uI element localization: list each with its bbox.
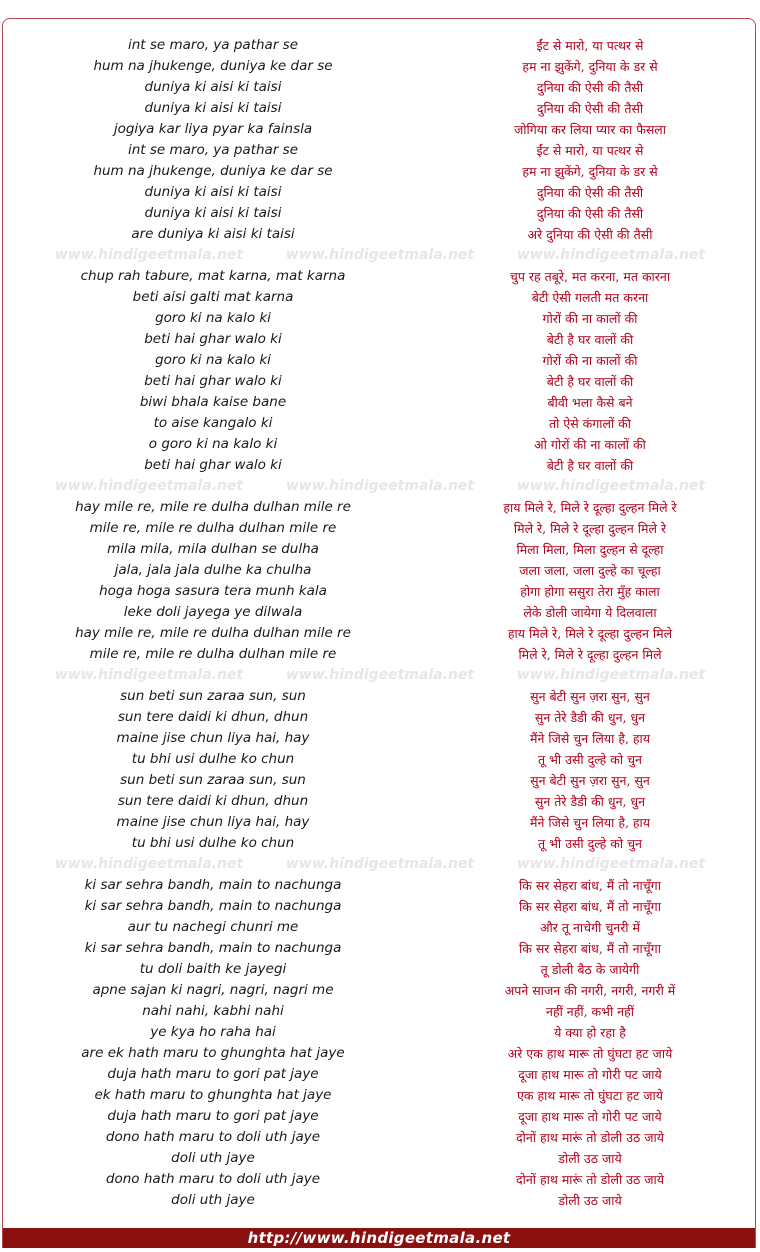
lyric-english: duja hath maru to gori pat jaye <box>107 1066 319 1082</box>
watermark-text: www.hindigeetmala.net <box>516 247 706 263</box>
lyric-english: doli uth jaye <box>171 1192 255 1208</box>
watermark-row <box>3 245 756 266</box>
lyric-hindi: मिला मिला, मिला दुल्हन से दूल्हा <box>516 542 664 557</box>
lyric-english: doli uth jaye <box>171 1150 255 1166</box>
lyric-hindi: बेटी है घर वालों की <box>546 374 634 389</box>
lyric-line <box>3 413 756 434</box>
lyric-hindi: तो ऐसे कंगालों की <box>548 416 632 431</box>
watermark-text: www.hindigeetmala.net <box>285 247 475 263</box>
lyric-line <box>3 1106 756 1127</box>
lyric-line <box>3 371 756 392</box>
lyric-hindi: डोली उठ जाये <box>558 1193 622 1208</box>
lyric-hindi: गोरों की ना कालों की <box>542 353 638 368</box>
lyric-line <box>3 308 756 329</box>
lyric-english: ki sar sehra bandh, main to nachunga <box>84 877 342 893</box>
watermark-text: www.hindigeetmala.net <box>516 856 706 872</box>
lyric-english: mile re, mile re dulha dulhan mile re <box>89 520 337 536</box>
lyric-english: hum na jhukenge, duniya ke dar se <box>93 58 333 74</box>
lyric-english: to aise kangalo ki <box>153 415 273 431</box>
watermark-text: www.hindigeetmala.net <box>516 667 706 683</box>
lyric-hindi: लेके डोली जायेगा ये दिलवाला <box>523 605 657 620</box>
lyric-english: sun tere daidi ki dhun, dhun <box>117 709 309 725</box>
lyric-hindi: मिले रे, मिले रे दूल्हा दुल्हन मिले रे <box>513 521 667 536</box>
watermark-text: www.hindigeetmala.net <box>54 478 244 494</box>
lyric-hindi: सुन तेरे डैडी की धुन, धुन <box>534 794 646 809</box>
lyric-hindi: दोनों हाथ मारूं तो डोली उठ जाये <box>515 1130 665 1145</box>
lyric-hindi: कि सर सेहरा बांध, मैं तो नाचूँगा <box>519 899 661 914</box>
lyric-line <box>3 182 756 203</box>
stanza <box>3 686 756 854</box>
lyric-hindi: दुनिया की ऐसी की तैसी <box>536 101 644 116</box>
lyric-english: aur tu nachegi chunri me <box>127 919 299 935</box>
lyric-english: are duniya ki aisi ki taisi <box>131 226 295 242</box>
lyric-line <box>3 77 756 98</box>
lyric-english: beti hai ghar walo ki <box>144 331 282 347</box>
lyric-english: maine jise chun liya hai, hay <box>116 730 310 746</box>
lyric-line <box>3 203 756 224</box>
lyric-english: jogiya kar liya pyar ka fainsla <box>113 121 313 137</box>
watermark-text: www.hindigeetmala.net <box>285 856 475 872</box>
lyric-hindi: बेटी है घर वालों की <box>546 332 634 347</box>
lyric-hindi: डोली उठ जाये <box>558 1151 622 1166</box>
lyric-hindi: अपने साजन की नगरी, नगरी, नगरी में <box>504 983 676 998</box>
lyric-line <box>3 497 756 518</box>
lyric-english: sun tere daidi ki dhun, dhun <box>117 793 309 809</box>
lyric-line <box>3 1043 756 1064</box>
lyric-hindi: तू डोली बैठ के जायेगी <box>540 962 640 977</box>
lyric-line <box>3 1022 756 1043</box>
lyric-hindi: दुनिया की ऐसी की तैसी <box>536 185 644 200</box>
stanza <box>3 35 756 245</box>
watermark-text: www.hindigeetmala.net <box>516 478 706 494</box>
lyric-english: int se maro, ya pathar se <box>127 37 299 53</box>
watermark-text: www.hindigeetmala.net <box>285 667 475 683</box>
lyric-english: beti aisi galti mat karna <box>132 289 294 305</box>
lyric-english: chup rah tabure, mat karna, mat karna <box>80 268 346 284</box>
lyric-english: leke doli jayega ye dilwala <box>123 604 303 620</box>
watermark-row <box>3 665 756 686</box>
lyric-hindi: बेटी ऐसी गलती मत करना <box>531 290 649 305</box>
lyric-hindi: सुन तेरे डैडी की धुन, धुन <box>534 710 646 725</box>
lyric-english: o goro ki na kalo ki <box>148 436 278 452</box>
lyric-english: beti hai ghar walo ki <box>144 373 282 389</box>
lyric-line <box>3 875 756 896</box>
lyric-hindi: सुन बेटी सुन ज़रा सुन, सुन <box>530 773 650 788</box>
lyric-line <box>3 98 756 119</box>
lyric-line <box>3 539 756 560</box>
lyric-english: hay mile re, mile re dulha dulhan mile re <box>75 625 351 641</box>
lyric-line <box>3 35 756 56</box>
lyric-hindi: और तू नाचेगी चुनरी में <box>539 920 640 935</box>
lyric-hindi: दुनिया की ऐसी की तैसी <box>536 206 644 221</box>
lyric-english: hoga hoga sasura tera munh kala <box>99 583 327 599</box>
lyric-hindi: दोनों हाथ मारूं तो डोली उठ जाये <box>515 1172 665 1187</box>
lyric-line <box>3 686 756 707</box>
lyric-hindi: कि सर सेहरा बांध, मैं तो नाचूँगा <box>519 878 661 893</box>
watermark-text: www.hindigeetmala.net <box>285 478 475 494</box>
lyric-line <box>3 287 756 308</box>
lyric-english: ki sar sehra bandh, main to nachunga <box>84 898 342 914</box>
lyric-line <box>3 518 756 539</box>
lyric-hindi: हम ना झुकेंगे, दुनिया के डर से <box>522 164 658 179</box>
lyric-english: tu doli baith ke jayegi <box>139 961 287 977</box>
lyric-line <box>3 917 756 938</box>
lyric-line <box>3 833 756 854</box>
lyric-english: jala, jala jala dulhe ka chulha <box>114 562 312 578</box>
footer-url[interactable]: http://www.hindigeetmala.net <box>3 1228 755 1248</box>
lyric-line <box>3 980 756 1001</box>
lyric-english: tu bhi usi dulhe ko chun <box>131 751 295 767</box>
lyric-english: goro ki na kalo ki <box>155 310 271 326</box>
lyric-hindi: बेटी है घर वालों की <box>546 458 634 473</box>
lyric-english: sun beti sun zaraa sun, sun <box>120 772 306 788</box>
lyric-line <box>3 1127 756 1148</box>
lyric-hindi: जला जला, जला दुल्हे का चूल्हा <box>519 563 661 578</box>
lyric-hindi: एक हाथ मारू तो घुंघटा हट जाये <box>516 1088 664 1103</box>
lyric-line <box>3 161 756 182</box>
lyric-english: ek hath maru to ghunghta hat jaye <box>94 1087 332 1103</box>
lyric-hindi: दुनिया की ऐसी की तैसी <box>536 80 644 95</box>
lyric-hindi: ईंट से मारो, या पत्थर से <box>536 38 644 53</box>
lyric-line <box>3 1064 756 1085</box>
lyric-hindi: होगा होगा ससुरा तेरा मुँह काला <box>520 584 660 599</box>
lyric-line <box>3 707 756 728</box>
lyric-hindi: दूजा हाथ मारू तो गोरी पट जाये <box>518 1109 662 1124</box>
lyric-hindi: हाय मिले रे, मिले रे दूल्हा दुल्हन मिले रे <box>503 500 677 515</box>
lyric-line <box>3 728 756 749</box>
lyric-english: tu bhi usi dulhe ko chun <box>131 835 295 851</box>
lyric-english: dono hath maru to doli uth jaye <box>105 1129 321 1145</box>
lyric-english: dono hath maru to doli uth jaye <box>105 1171 321 1187</box>
lyrics-panel <box>2 18 756 1248</box>
watermark-text: www.hindigeetmala.net <box>54 247 244 263</box>
lyric-line <box>3 560 756 581</box>
lyrics-body <box>3 35 756 1211</box>
lyric-hindi: नहीं नहीं, कभी नहीं <box>546 1004 634 1019</box>
lyric-line <box>3 749 756 770</box>
lyric-line <box>3 959 756 980</box>
lyric-english: are ek hath maru to ghunghta hat jaye <box>81 1045 345 1061</box>
lyric-line <box>3 140 756 161</box>
stanza <box>3 497 756 665</box>
lyric-english: duniya ki aisi ki taisi <box>144 205 282 221</box>
lyric-line <box>3 392 756 413</box>
lyric-hindi: मैंने जिसे चुन लिया है, हाय <box>529 815 651 830</box>
lyric-hindi: दूजा हाथ मारू तो गोरी पट जाये <box>518 1067 662 1082</box>
lyric-line <box>3 1169 756 1190</box>
watermark-text: www.hindigeetmala.net <box>54 667 244 683</box>
lyric-line <box>3 938 756 959</box>
lyric-line <box>3 455 756 476</box>
lyric-english: sun beti sun zaraa sun, sun <box>120 688 306 704</box>
lyric-line <box>3 602 756 623</box>
lyric-hindi: तू भी उसी दुल्हे को चुन <box>538 752 642 767</box>
lyric-line <box>3 644 756 665</box>
lyric-line <box>3 266 756 287</box>
lyric-line <box>3 791 756 812</box>
lyric-english: duniya ki aisi ki taisi <box>144 79 282 95</box>
lyric-english: goro ki na kalo ki <box>155 352 271 368</box>
lyric-line <box>3 1001 756 1022</box>
lyric-hindi: हाय मिले रे, मिले रे दूल्हा दुल्हन मिले <box>507 626 673 641</box>
lyric-hindi: तू भी उसी दुल्हे को चुन <box>538 836 642 851</box>
lyric-english: int se maro, ya pathar se <box>127 142 299 158</box>
lyric-hindi: कि सर सेहरा बांध, मैं तो नाचूँगा <box>519 941 661 956</box>
lyric-english: ki sar sehra bandh, main to nachunga <box>84 940 342 956</box>
lyric-hindi: चुप रह तबूरे, मत करना, मत कारना <box>509 269 671 284</box>
lyric-line <box>3 1085 756 1106</box>
lyric-hindi: अरे दुनिया की ऐसी की तैसी <box>527 227 653 242</box>
lyric-english: ye kya ho raha hai <box>150 1024 276 1040</box>
watermark-text: www.hindigeetmala.net <box>54 856 244 872</box>
lyric-english: hum na jhukenge, duniya ke dar se <box>93 163 333 179</box>
lyric-line <box>3 329 756 350</box>
lyric-english: biwi bhala kaise bane <box>139 394 287 410</box>
lyric-line <box>3 119 756 140</box>
stanza <box>3 266 756 476</box>
lyric-hindi: ईंट से मारो, या पत्थर से <box>536 143 644 158</box>
lyric-english: duniya ki aisi ki taisi <box>144 100 282 116</box>
lyric-english: duja hath maru to gori pat jaye <box>107 1108 319 1124</box>
lyric-line <box>3 1148 756 1169</box>
lyric-line <box>3 224 756 245</box>
lyric-english: duniya ki aisi ki taisi <box>144 184 282 200</box>
lyric-hindi: बीवी भला कैसे बने <box>547 395 633 410</box>
lyric-hindi: गोरों की ना कालों की <box>542 311 638 326</box>
watermark-row <box>3 476 756 497</box>
lyric-english: beti hai ghar walo ki <box>144 457 282 473</box>
watermark-row <box>3 854 756 875</box>
stanza <box>3 875 756 1211</box>
lyric-line <box>3 350 756 371</box>
lyric-hindi: मिले रे, मिले रे दूल्हा दुल्हन मिले <box>518 647 662 662</box>
lyric-hindi: हम ना झुकेंगे, दुनिया के डर से <box>522 59 658 74</box>
lyric-line <box>3 56 756 77</box>
lyric-line <box>3 623 756 644</box>
lyric-english: mila mila, mila dulhan se dulha <box>107 541 319 557</box>
lyric-hindi: अरे एक हाथ मारू तो घुंघटा हट जाये <box>507 1046 673 1061</box>
lyric-hindi: ओ गोरों की ना कालों की <box>534 437 646 452</box>
lyric-line <box>3 770 756 791</box>
lyric-english: mile re, mile re dulha dulhan mile re <box>89 646 337 662</box>
lyric-line <box>3 812 756 833</box>
lyric-line <box>3 581 756 602</box>
lyric-hindi: मैंने जिसे चुन लिया है, हाय <box>529 731 651 746</box>
lyric-hindi: ये क्या हो रहा है <box>554 1025 626 1040</box>
lyric-line <box>3 1190 756 1211</box>
lyric-hindi: सुन बेटी सुन ज़रा सुन, सुन <box>530 689 650 704</box>
lyric-english: hay mile re, mile re dulha dulhan mile re <box>75 499 351 515</box>
lyric-line <box>3 896 756 917</box>
lyric-line <box>3 434 756 455</box>
lyric-english: maine jise chun liya hai, hay <box>116 814 310 830</box>
lyric-hindi: जोगिया कर लिया प्यार का फैसला <box>513 122 667 137</box>
lyric-english: nahi nahi, kabhi nahi <box>142 1003 284 1019</box>
lyric-english: apne sajan ki nagri, nagri, nagri me <box>92 982 334 998</box>
